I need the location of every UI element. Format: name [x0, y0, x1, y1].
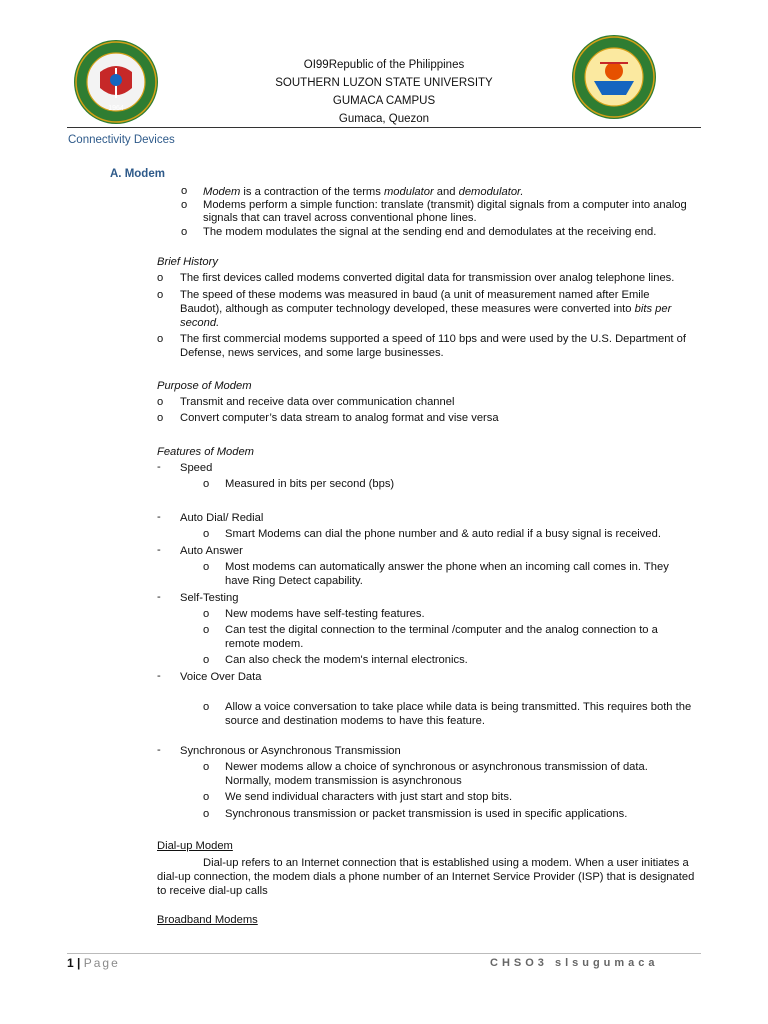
left-university-seal [72, 38, 160, 126]
purpose-title: Purpose of Modem [157, 380, 252, 392]
right-campus-seal [570, 33, 658, 121]
page-separator: | [73, 956, 84, 970]
bullet-circle: o [157, 333, 164, 345]
bullet-circle: o [181, 226, 188, 238]
bullet-circle: o [157, 272, 164, 284]
bullet-circle: o [181, 185, 188, 197]
bullet-dash: - [157, 670, 161, 682]
header-rule [67, 127, 701, 128]
bullet-circle: o [203, 528, 210, 540]
bullet-dash: - [157, 744, 161, 756]
bullet-circle: o [181, 199, 188, 211]
purpose-bullet-2: Convert computer’s data stream to analog format and vise versa [180, 412, 499, 424]
feature-autodial-detail: Smart Modems can dial the phone number and & auto redial if a busy signal is received. [225, 528, 661, 540]
page-number: 1 [67, 956, 74, 970]
feature-speed-detail: Measured in bits per second (bps) [225, 478, 395, 490]
history-bullet-2-line1: The speed of these modems was measured in baud (a unit of measurement named after Emile [180, 289, 650, 301]
header-line-university: SOUTHERN LUZON STATE UNIVERSITY [275, 77, 493, 89]
dialup-text-line3: to receive dial-up calls [157, 885, 268, 897]
history-text: Baudot), although as computer technology developed, these measures were converted into [180, 303, 635, 315]
bullet-circle: o [203, 761, 210, 773]
intro-term-demodulator: demodulator. [458, 186, 524, 198]
feature-autoanswer-detail-line2: have Ring Detect capability. [225, 575, 363, 587]
bullet-circle: o [203, 478, 210, 490]
history-bullet-2-line2 [180, 302, 671, 316]
feature-autoanswer: Auto Answer [180, 545, 243, 557]
bullet-circle: o [203, 624, 210, 636]
feature-sync-detail-1-line2: Normally, modem transmission is asynchronous [225, 775, 462, 787]
dialup-text-line1: Dial-up refers to an Internet connection that is established using a modem. When a user initiates a [203, 857, 689, 869]
bullet-circle: o [203, 561, 210, 573]
bullet-dash: - [157, 461, 161, 473]
feature-selftest-detail-2-line1: Can test the digital connection to the terminal /computer and the analog connection to a [225, 624, 658, 636]
header-line-campus: GUMACA CAMPUS [332, 95, 436, 107]
feature-sync: Synchronous or Asynchronous Transmission [180, 745, 401, 757]
bullet-circle: o [203, 808, 210, 820]
footer-rule [67, 953, 701, 954]
feature-selftest-detail-1: New modems have self-testing features. [225, 608, 425, 620]
intro-bullet-2-line2: signals that can travel across conventional phone lines. [203, 212, 477, 224]
section-label: Connectivity Devices [68, 134, 175, 146]
feature-selftest-detail-2-line2: remote modem. [225, 638, 304, 650]
bullet-circle: o [203, 654, 210, 666]
feature-sync-detail-1-line1: Newer modems allow a choice of synchronous or asynchronous transmission of data. [225, 761, 648, 773]
feature-selftest-detail-3: Can also check the modem's internal electronics. [225, 654, 468, 666]
header-line-location: Gumaca, Quezon [338, 113, 430, 125]
feature-selftest: Self-Testing [180, 592, 239, 604]
feature-voice-detail-line1: Allow a voice conversation to take place while data is being transmitted. This requires both the [225, 701, 692, 713]
history-italic-term: bits per [634, 303, 672, 315]
feature-sync-detail-3: Synchronous transmission or packet transmission is used in specific applications. [225, 808, 628, 820]
bullet-circle: o [203, 791, 210, 803]
dialup-text-line2: dial-up connection, the modem dials a phone number of an Internet Service Provider (ISP) that is designated [157, 871, 695, 883]
history-title: Brief History [157, 256, 218, 268]
bullet-circle: o [203, 701, 210, 713]
bullet-circle: o [203, 608, 210, 620]
history-bullet-3-line2: Defense, news services, and some large businesses. [180, 347, 444, 359]
footer-course-code: CHSO3 slsugumaca [490, 957, 659, 969]
bullet-circle: o [157, 396, 164, 408]
intro-text: and [433, 186, 459, 198]
feature-autodial: Auto Dial/ Redial [180, 512, 264, 524]
dialup-title: Dial-up Modem [157, 840, 233, 852]
history-bullet-2-line3: second. [180, 317, 220, 329]
purpose-bullet-1: Transmit and receive data over communication channel [180, 396, 455, 408]
feature-sync-detail-2: We send individual characters with just start and stop bits. [225, 791, 513, 803]
intro-bullet-1 [203, 185, 523, 199]
bullet-dash: - [157, 544, 161, 556]
header-line-republic: OI99Republic of the Philippines [303, 59, 465, 71]
intro-text: is a contraction of the terms [240, 186, 384, 198]
page-word: Page [83, 956, 120, 970]
bullet-circle: o [157, 289, 164, 301]
bullet-dash: - [157, 591, 161, 603]
feature-autoanswer-detail-line1: Most modems can automatically answer the phone when an incoming call comes in. They [225, 561, 669, 573]
intro-term-modem: Modem [203, 186, 241, 198]
bullet-circle: o [157, 412, 164, 424]
feature-speed: Speed [180, 462, 213, 474]
intro-term-modulator: modulator [383, 186, 434, 198]
history-bullet-1: The first devices called modems converted digital data for transmission over analog telephone lines. [180, 272, 675, 284]
broadband-title: Broadband Modems [157, 914, 258, 926]
feature-voice: Voice Over Data [180, 671, 262, 683]
intro-bullet-2-line1: Modems perform a simple function: translate (transmit) digital signals from a computer into analog [203, 199, 687, 211]
feature-voice-detail-line2: source and destination modems to have this feature. [225, 715, 485, 727]
footer-page-number [67, 956, 120, 970]
intro-bullet-3: The modem modulates the signal at the sending end and demodulates at the receiving end. [203, 226, 657, 238]
history-bullet-3-line1: The first commercial modems supported a speed of 110 bps and were used by the U.S. Department of [180, 333, 686, 345]
heading-modem: A. Modem [110, 168, 165, 180]
bullet-dash: - [157, 511, 161, 523]
features-title: Features of Modem [157, 446, 255, 458]
left-seal-year: 1964 [108, 105, 124, 112]
